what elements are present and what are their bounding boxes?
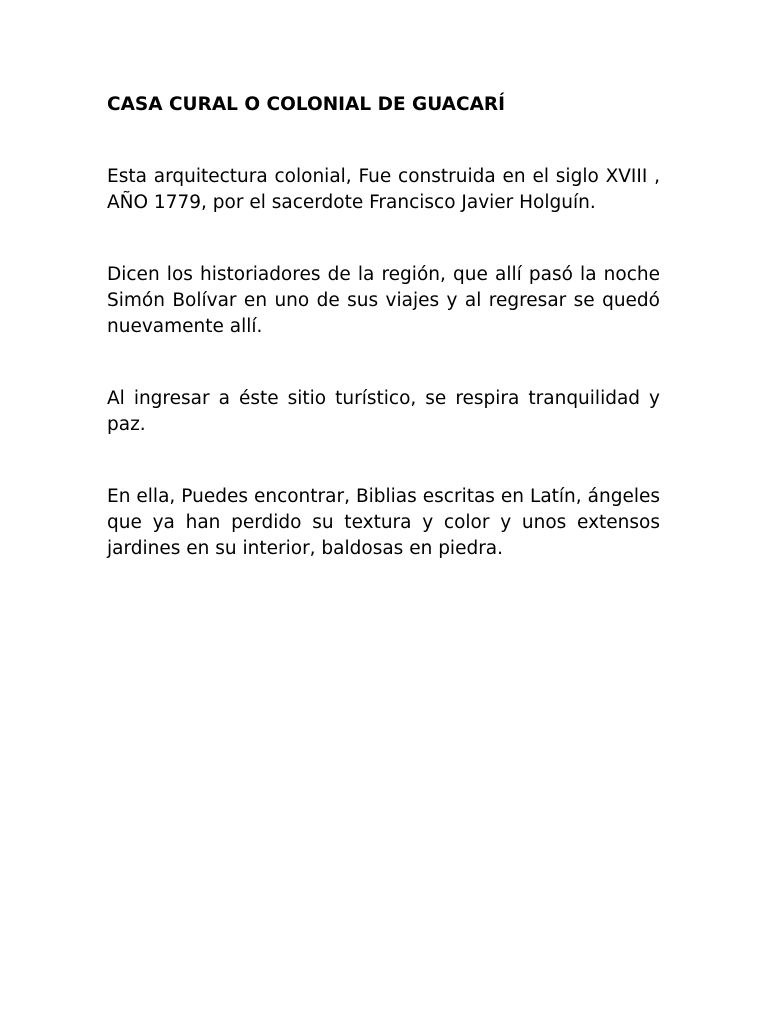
paragraph-construction: Esta arquitectura colonial, Fue construida en el siglo XVIII , AÑO 1779, por el sacerdote Francisco Javier Holguín. xyxy=(107,166,660,213)
paragraph-interior: En ella, Puedes encontrar, Biblias escritas en Latín, ángeles que ya han perdido su textura y color y unos extensos jardines en su interior, baldosas en piedra. xyxy=(107,486,660,559)
document-title: CASA CURAL O COLONIAL DE GUACARÍ xyxy=(107,94,506,115)
paragraph-tranquility: Al ingresar a éste sitio turístico, se respira tranquilidad y paz. xyxy=(107,388,660,435)
document-body xyxy=(107,92,660,608)
paragraph-bolivar: Dicen los historiadores de la región, que allí pasó la noche Simón Bolívar en uno de sus viajes y al regresar se quedó nuevamente allí. xyxy=(107,264,660,337)
